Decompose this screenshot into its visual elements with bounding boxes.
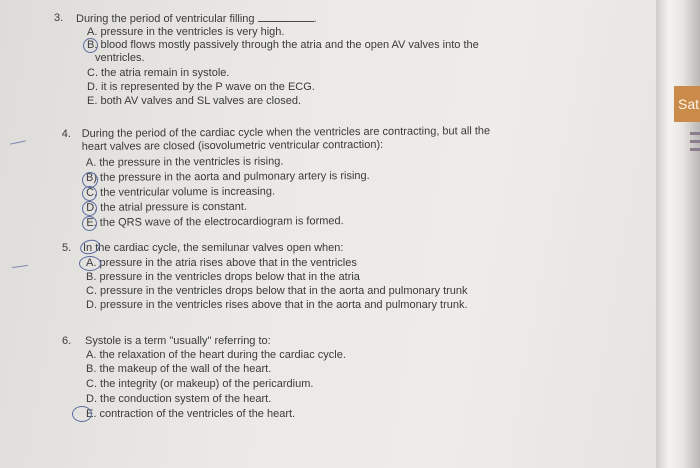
answer-circle [79,256,101,271]
option-b: B) the pressure in the aorta and pulmonary artery is rising. [85,169,370,184]
answer-circle [82,186,97,201]
option-d: D. pressure in the ventricles rises above that in the aorta and pulmonary trunk. [86,299,468,311]
option-c: C. the ventricular volume is increasing. [86,185,276,199]
option-a: A. the relaxation of the heart during the cardiac cycle. [86,349,346,361]
option-e: E. both AV valves and SL valves are closed. [87,95,302,107]
option-a: A. pressure in the atria rises above that in the ventricles [86,257,357,269]
question-number: 4. [61,128,71,141]
question-number: 3. [54,12,64,24]
question-stem [76,12,317,26]
option-b-continued: ventricles. [95,52,145,64]
option-b: B. blood flows mostly passively through the atria and the open AV valves into the [87,39,479,51]
question-4 [62,124,657,234]
question-stem-text: In the cardiac cycle, the semilunar valves open when: [83,242,344,254]
notebook-stripe [690,148,700,151]
option-a: A. pressure in the ventricles is very high. [87,26,285,38]
answer-circle [72,406,92,422]
option-c: C. the integrity (or makeup) of the pericardium. [86,378,314,390]
question-stem-text: During the period of the cardiac cycle when the ventricles are contracting, but all the [81,125,491,140]
answer-circle [82,216,97,231]
option-b: B. the makeup of the wall of the heart. [86,363,272,375]
question-6 [62,335,656,430]
option-e: E. contraction of the ventricles of the heart. [86,408,296,420]
blank-end-punctuation: . [313,13,317,25]
option-d: D. the atrial pressure is constant. [86,200,248,214]
option-d: D. the conduction system of the heart. [86,393,272,405]
question-5 [62,242,656,322]
option-c: C. pressure in the ventricles drops below that in the aorta and pulmonary trunk [86,285,468,297]
notebook-tab-label: Sat [674,86,700,122]
notebook-edge [656,0,700,468]
option-c: C. the atria remain in systole. [87,67,230,79]
option-d: D. it is represented by the P wave on the ECG. [87,81,315,93]
answer-circle [82,201,97,216]
question-stem-continued: heart valves are closed (isovolumetric ventricular contraction): [81,138,384,153]
question-number: 5. [62,242,72,254]
question-number: 6. [62,335,72,347]
option-a: A. the pressure in the ventricles is rising. [85,155,284,169]
question-3 [54,12,654,112]
option-e: E. the QRS wave of the electrocardiogram is formed. [86,215,344,229]
notebook-stripe [690,140,700,143]
answer-circle [83,38,98,53]
answer-blank [258,12,314,22]
question-stem-text: During the period of ventricular filling [76,13,255,25]
notebook-stripe [690,132,700,135]
option-b: B. pressure in the ventricles drops below that in the atria [86,271,360,283]
question-stem-text: Systole is a term "usually" referring to: [85,335,271,347]
